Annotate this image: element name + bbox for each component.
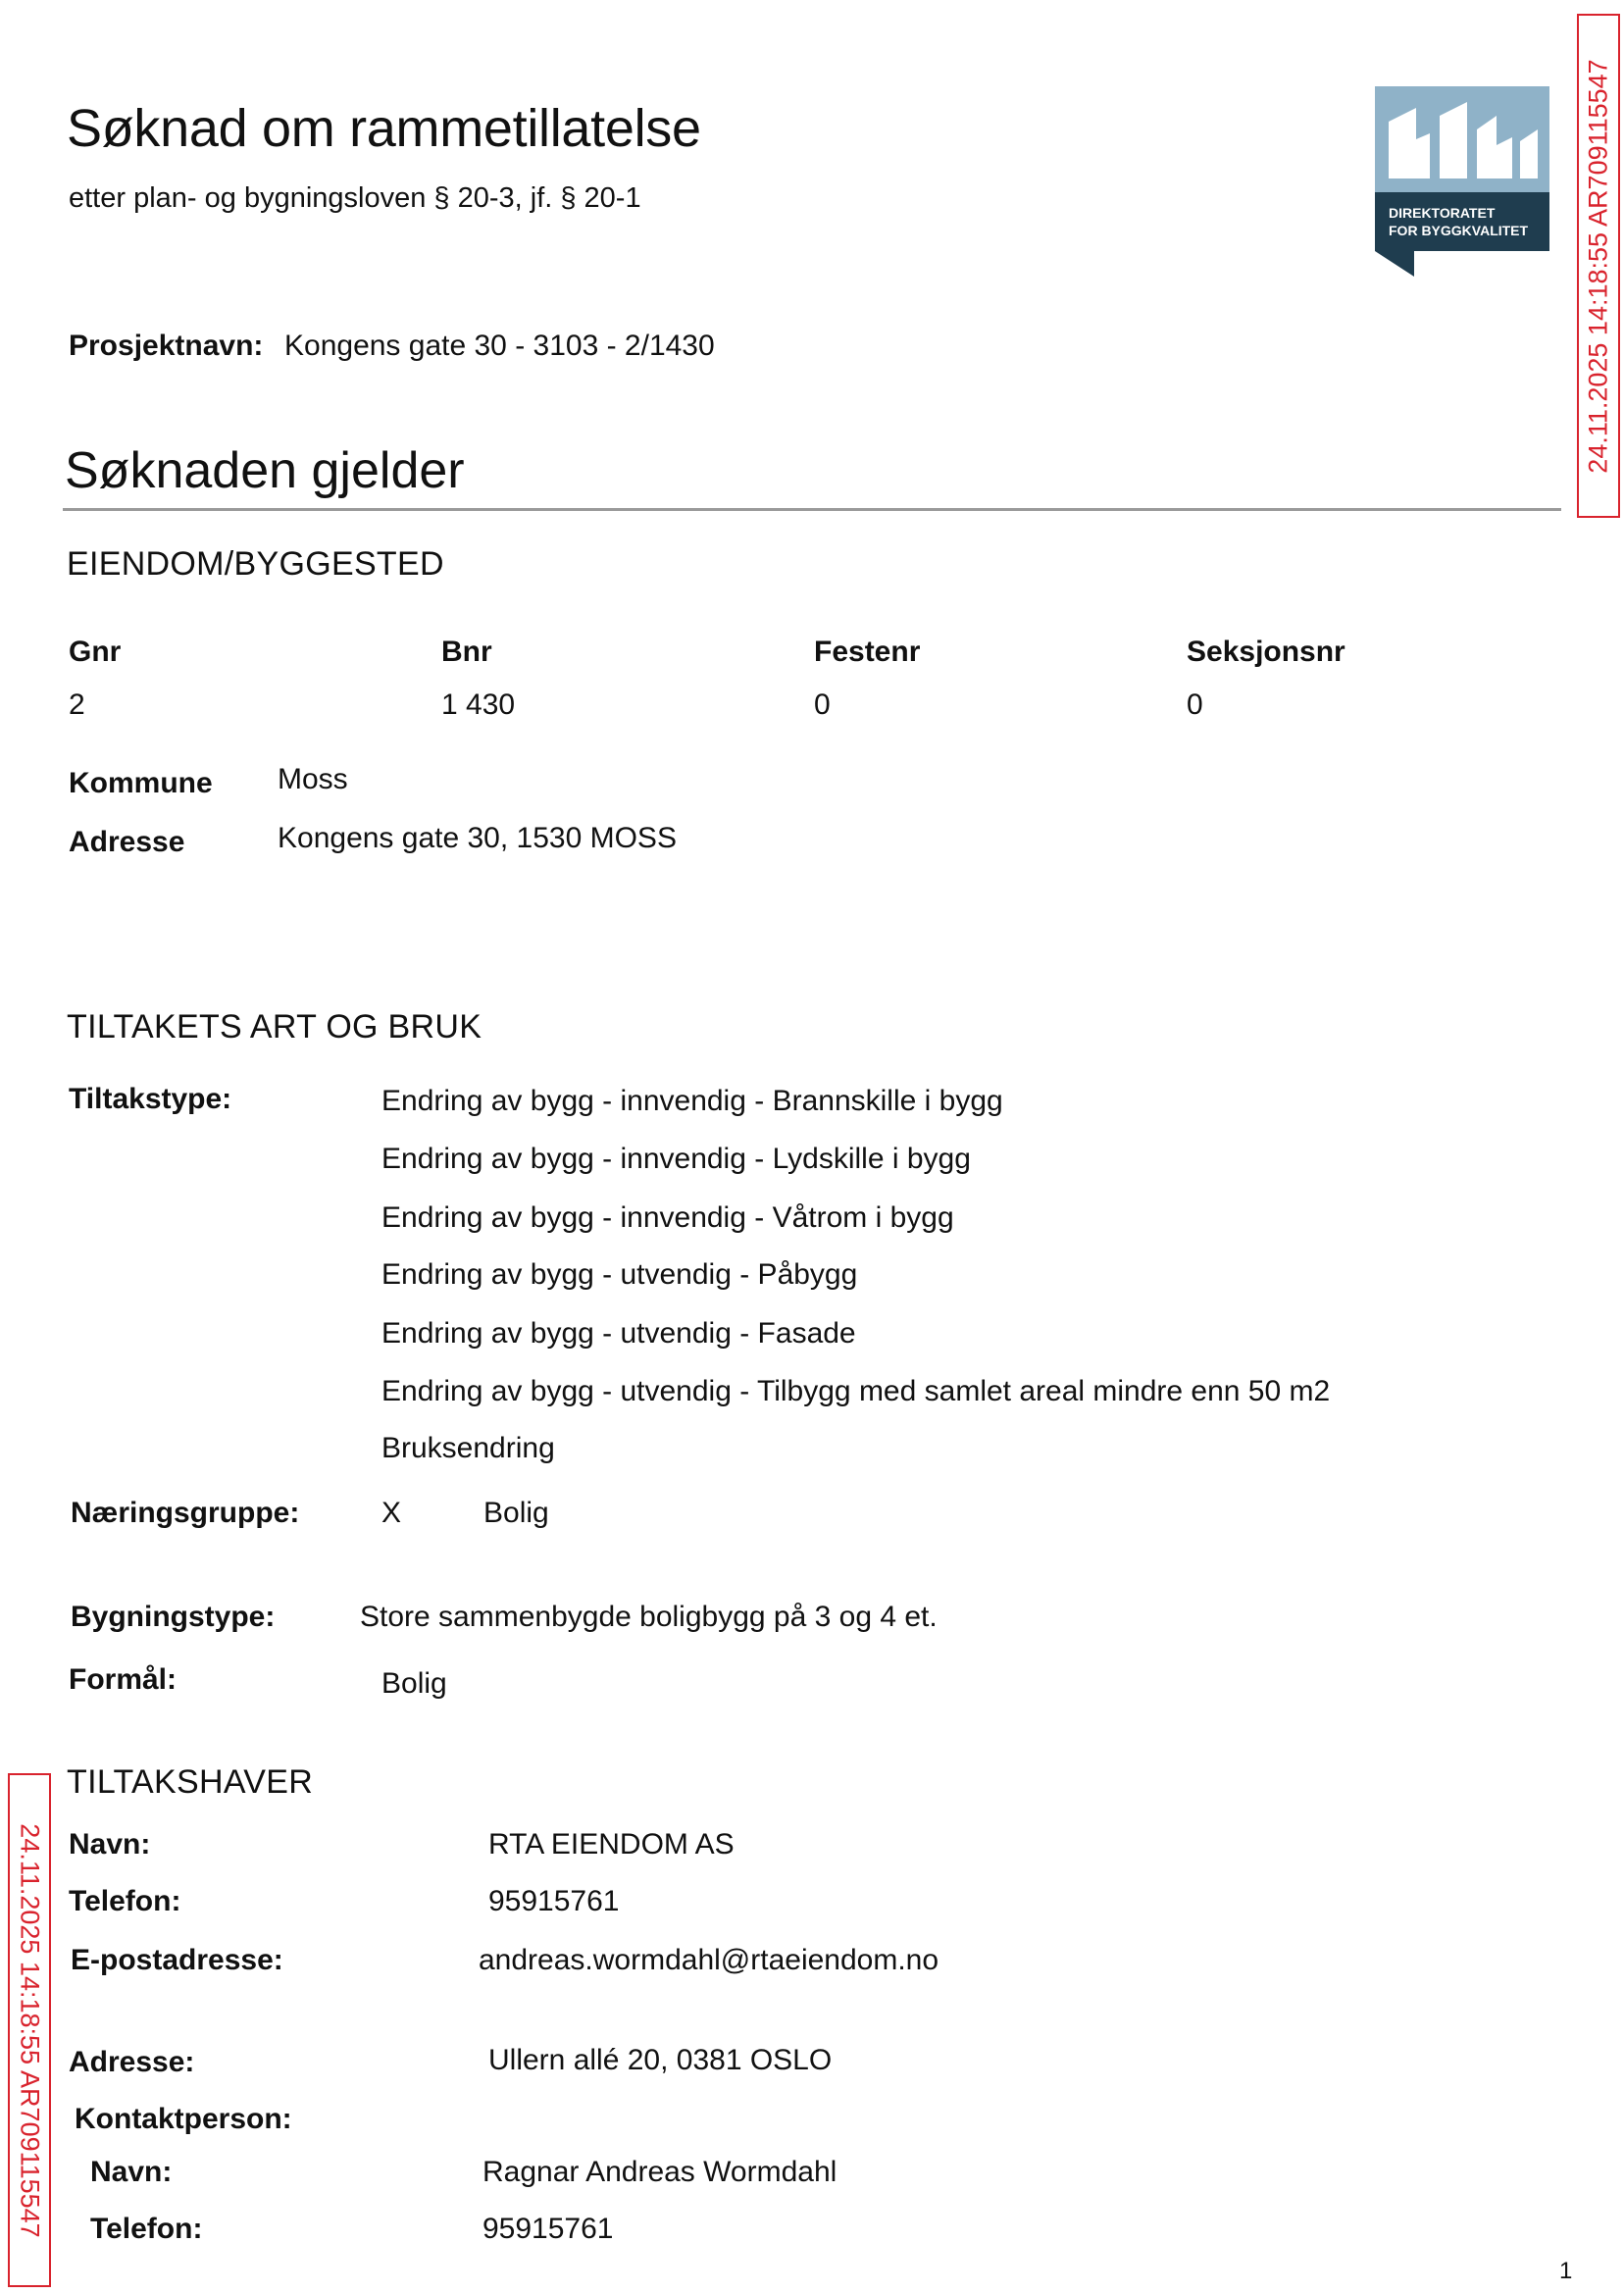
gnr-value: 2 <box>69 688 85 721</box>
page-title: Søknad om rammetillatelse <box>67 99 701 158</box>
bnr-label: Bnr <box>441 636 492 668</box>
kommune-value: Moss <box>278 763 348 795</box>
festenr-label: Festenr <box>814 636 921 668</box>
section-divider <box>63 508 1561 511</box>
logo-text-line1: DIREKTORATET <box>1389 205 1496 221</box>
timestamp-stamp-top: 24.11.2025 14:18:55 AR709115547 <box>1577 14 1620 518</box>
project-label: Prosjektnavn: <box>69 330 264 362</box>
naeringsgruppe-value: Bolig <box>483 1497 549 1529</box>
seksjonsnr-value: 0 <box>1187 688 1203 721</box>
logo-text-line2: FOR BYGGKVALITET <box>1389 223 1529 238</box>
tiltakshaver-heading: TILTAKSHAVER <box>67 1763 314 1801</box>
tiltak-heading: TILTAKETS ART OG BRUK <box>67 1008 482 1045</box>
page-number: 1 <box>1559 2258 1573 2284</box>
tiltakshaver-navn-label: Navn: <box>69 1828 151 1861</box>
adresse-label: Adresse <box>69 826 185 858</box>
tiltakstype-item: Endring av bygg - innvendig - Brannskille i bygg <box>381 1085 1003 1117</box>
tiltakstype-item: Endring av bygg - innvendig - Lydskille i bygg <box>381 1143 971 1175</box>
bnr-value: 1 430 <box>441 688 516 721</box>
kontaktperson-telefon-value: 95915761 <box>482 2213 614 2245</box>
tiltakshaver-navn-value: RTA EIENDOM AS <box>488 1828 735 1861</box>
tiltakstype-item: Endring av bygg - utvendig - Fasade <box>381 1317 856 1350</box>
timestamp-stamp-bottom: 24.11.2025 14:18:55 AR709115547 <box>8 1773 51 2287</box>
formal-value: Bolig <box>381 1667 447 1700</box>
tiltakstype-item: Endring av bygg - innvendig - Våtrom i bygg <box>381 1201 954 1234</box>
eiendom-heading: EIENDOM/BYGGESTED <box>67 545 444 583</box>
adresse-value: Kongens gate 30, 1530 MOSS <box>278 822 677 854</box>
bygningstype-value: Store sammenbygde boligbygg på 3 og 4 et. <box>360 1601 938 1633</box>
kontaktperson-telefon-label: Telefon: <box>90 2213 203 2245</box>
tiltakshaver-telefon-value: 95915761 <box>488 1885 620 1917</box>
tiltakstype-label: Tiltakstype: <box>69 1083 232 1115</box>
tiltakshaver-telefon-label: Telefon: <box>69 1885 181 1917</box>
tiltakshaver-adresse-value: Ullern allé 20, 0381 OSLO <box>488 2044 833 2076</box>
kontaktperson-label: Kontaktperson: <box>75 2103 292 2135</box>
tiltakshaver-epost-label: E-postadresse: <box>71 1944 283 1976</box>
dibk-logo <box>1375 86 1549 277</box>
seksjonsnr-label: Seksjonsnr <box>1187 636 1345 668</box>
tiltakshaver-adresse-label: Adresse: <box>69 2046 195 2078</box>
logo-tab <box>1375 251 1414 277</box>
kontaktperson-navn-label: Navn: <box>90 2156 173 2188</box>
naeringsgruppe-code: X <box>381 1497 402 1529</box>
tiltakstype-item: Endring av bygg - utvendig - Påbygg <box>381 1258 858 1291</box>
section-heading: Søknaden gjelder <box>65 442 465 499</box>
gnr-label: Gnr <box>69 636 122 668</box>
formal-label: Formål: <box>69 1663 178 1696</box>
naeringsgruppe-label: Næringsgruppe: <box>71 1497 300 1529</box>
kommune-label: Kommune <box>69 767 213 799</box>
kontaktperson-navn-value: Ragnar Andreas Wormdahl <box>482 2156 837 2188</box>
festenr-value: 0 <box>814 688 831 721</box>
tiltakstype-item: Bruksendring <box>381 1432 555 1464</box>
project-value: Kongens gate 30 - 3103 - 2/1430 <box>284 330 715 362</box>
bygningstype-label: Bygningstype: <box>71 1601 276 1633</box>
logo-band <box>1375 192 1549 251</box>
tiltakstype-item: Endring av bygg - utvendig - Tilbygg med samlet areal mindre enn 50 m2 <box>381 1375 1331 1407</box>
tiltakshaver-epost-value: andreas.wormdahl@rtaeiendom.no <box>479 1944 939 1976</box>
page-subtitle: etter plan- og bygningsloven § 20-3, jf. § 20-1 <box>69 182 641 214</box>
